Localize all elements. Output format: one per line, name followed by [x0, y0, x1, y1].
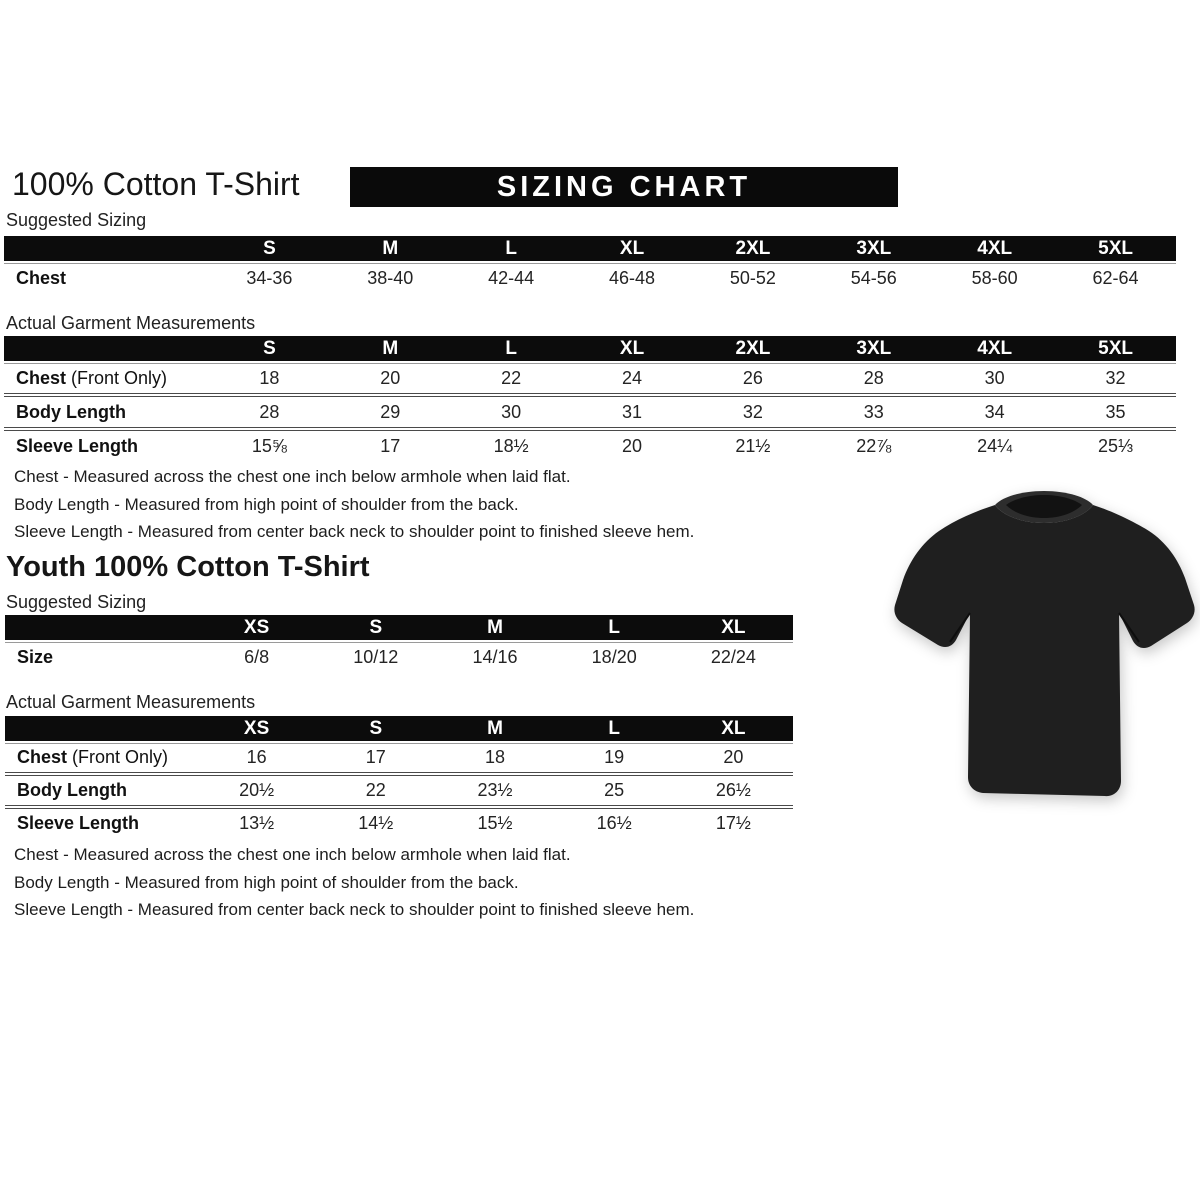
- size-col-header: 5XL: [1098, 238, 1133, 259]
- size-col-header: XL: [721, 617, 746, 638]
- measure-cell: 24¼: [977, 435, 1013, 456]
- size-col-header: 3XL: [856, 338, 892, 359]
- size-col-header: M: [487, 617, 503, 638]
- measure-cell: 32: [1105, 367, 1126, 388]
- row-label: Chest (Front Only): [17, 747, 169, 767]
- youth-suggested-label: Suggested Sizing: [6, 592, 147, 612]
- measure-cell: 22⅞: [856, 435, 892, 456]
- measure-cell: 33: [863, 401, 884, 422]
- adult-actual-header-row: [4, 336, 1176, 361]
- measure-cell: 15⅝: [251, 435, 287, 456]
- size-col-header: L: [608, 617, 620, 638]
- measure-cell: 21½: [735, 435, 771, 456]
- size-col-header: 4XL: [977, 338, 1013, 359]
- table-row: [4, 264, 1176, 293]
- size-col-header: 2XL: [735, 338, 771, 359]
- youth-actual-table: [5, 716, 793, 837]
- table-row: [5, 643, 793, 671]
- measure-cell: 25: [604, 780, 625, 800]
- adult-heading: 100% Cotton T-Shirt: [12, 166, 300, 202]
- adult-suggested-table: [4, 236, 1176, 293]
- measure-cell: 28: [863, 367, 884, 388]
- measure-cell: 19: [604, 747, 625, 767]
- size-col-header: M: [382, 338, 399, 359]
- measure-cell: 46-48: [609, 268, 656, 288]
- youth-actual-label: Actual Garment Measurements: [6, 692, 256, 712]
- measure-cell: 30: [984, 367, 1005, 388]
- measure-cell: 54-56: [850, 268, 897, 288]
- adult-suggested-header-row: [4, 236, 1176, 261]
- table-row: [5, 777, 793, 804]
- youth-suggested-header-row: [5, 615, 793, 640]
- measure-cell: 50-52: [729, 268, 776, 288]
- tshirt-illustration: [888, 472, 1200, 808]
- measure-cell: 20½: [239, 780, 275, 800]
- row-label: Sleeve Length: [16, 435, 139, 456]
- measure-cell: 14/16: [472, 646, 518, 667]
- divider: [4, 393, 1176, 397]
- measure-cell: 34: [984, 401, 1005, 422]
- size-col-header: XS: [243, 718, 270, 739]
- measure-cell: 18: [484, 747, 505, 767]
- row-label: Chest: [16, 268, 67, 288]
- divider: [5, 772, 793, 776]
- size-col-header: S: [369, 617, 383, 638]
- size-col-header: S: [369, 718, 383, 739]
- tshirt-body-shape: [894, 505, 1194, 796]
- size-col-header: XS: [243, 617, 270, 638]
- row-label: Body Length: [17, 780, 127, 800]
- adult-suggested-label: Suggested Sizing: [6, 210, 147, 230]
- size-col-header: M: [382, 238, 399, 259]
- size-col-header: M: [487, 718, 503, 739]
- measure-cell: 16: [246, 747, 267, 767]
- measure-cell: 31: [622, 401, 643, 422]
- table-row: [4, 364, 1176, 392]
- measure-cell: 18: [259, 367, 280, 388]
- youth-suggested-table: [5, 615, 793, 671]
- measure-cell: 15½: [477, 813, 513, 833]
- youth-actual-header-row: [5, 716, 793, 741]
- size-col-header: L: [505, 238, 517, 259]
- measure-cell: 34-36: [246, 268, 293, 288]
- table-row: [5, 744, 793, 771]
- measure-cell: 6/8: [244, 646, 270, 667]
- note-line: Body Length - Measured from high point of shoulder from the back.: [14, 494, 519, 514]
- adult-actual-label: Actual Garment Measurements: [6, 313, 256, 333]
- divider: [5, 805, 793, 809]
- measure-cell: 62-64: [1092, 268, 1139, 288]
- note-line: Sleeve Length - Measured from center back neck to shoulder point to finished sleeve hem.: [14, 900, 695, 919]
- youth-measure-notes: [14, 841, 694, 924]
- table-row: [4, 432, 1176, 460]
- size-col-header: S: [263, 238, 276, 259]
- measure-cell: 23½: [477, 780, 513, 800]
- measure-cell: 20: [723, 747, 744, 767]
- note-line: Body Length - Measured from high point of shoulder from the back.: [14, 872, 519, 892]
- measure-cell: 24: [622, 367, 643, 388]
- measure-cell: 42-44: [488, 268, 535, 288]
- row-label: Body Length: [16, 401, 126, 422]
- sizing-chart-banner: SIZING CHART: [350, 167, 898, 207]
- size-col-header: 3XL: [856, 238, 892, 259]
- measure-cell: 32: [742, 401, 763, 422]
- size-col-header: XL: [619, 238, 645, 259]
- row-label: Chest (Front Only): [16, 367, 168, 388]
- measure-cell: 18½: [493, 435, 529, 456]
- measure-cell: 58-60: [971, 268, 1018, 288]
- measure-cell: 20: [622, 435, 643, 456]
- measure-cell: 14½: [358, 813, 394, 833]
- measure-cell: 25⅓: [1098, 435, 1134, 456]
- measure-cell: 17: [380, 435, 401, 456]
- size-col-header: XL: [721, 718, 746, 739]
- measure-cell: 20: [380, 367, 401, 388]
- size-col-header: 2XL: [735, 238, 771, 259]
- row-label: Size: [17, 646, 54, 667]
- measure-cell: 29: [380, 401, 401, 422]
- size-col-header: L: [505, 338, 517, 359]
- measure-cell: 22: [365, 780, 386, 800]
- size-col-header: 5XL: [1098, 338, 1133, 359]
- row-label: Sleeve Length: [17, 813, 140, 833]
- note-line: Chest - Measured across the chest one inch below armhole when laid flat.: [14, 845, 571, 864]
- measure-cell: 30: [501, 401, 522, 422]
- measure-cell: 35: [1105, 401, 1126, 422]
- measure-cell: 16½: [596, 813, 632, 833]
- measure-cell: 22/24: [710, 646, 756, 667]
- measure-cell: 22: [501, 367, 522, 388]
- table-row: [4, 398, 1176, 426]
- adult-measure-notes: [14, 463, 694, 546]
- adult-actual-table: [4, 336, 1176, 460]
- divider: [4, 427, 1176, 431]
- note-line: Chest - Measured across the chest one inch below armhole when laid flat.: [14, 467, 571, 486]
- tshirt-photo: [888, 472, 1200, 808]
- measure-cell: 26½: [715, 780, 751, 800]
- measure-cell: 17½: [715, 813, 751, 833]
- size-col-header: S: [263, 338, 276, 359]
- measure-cell: 13½: [239, 813, 275, 833]
- size-col-header: 4XL: [977, 238, 1013, 259]
- size-col-header: L: [608, 718, 620, 739]
- measure-cell: 28: [259, 401, 280, 422]
- measure-cell: 26: [742, 367, 763, 388]
- table-row: [5, 810, 793, 837]
- measure-cell: 10/12: [353, 646, 399, 667]
- measure-cell: 18/20: [591, 646, 637, 667]
- note-line: Sleeve Length - Measured from center back neck to shoulder point to finished sleeve hem.: [14, 522, 695, 541]
- measure-cell: 38-40: [367, 268, 414, 288]
- measure-cell: 17: [365, 747, 386, 767]
- size-col-header: XL: [619, 338, 645, 359]
- youth-heading: Youth 100% Cotton T-Shirt: [6, 551, 370, 583]
